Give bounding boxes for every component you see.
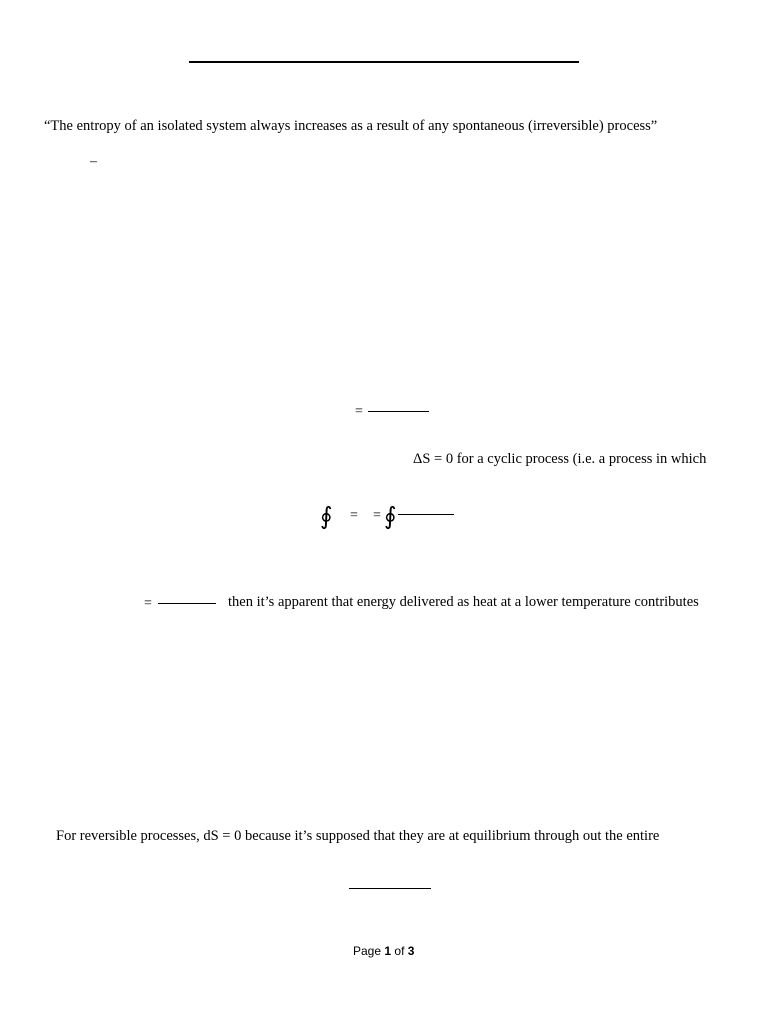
bottom-fraction-bar <box>349 888 431 889</box>
page-number: 1 <box>384 944 392 958</box>
page-label: Page <box>353 944 382 958</box>
equation-1-fraction-bar <box>368 411 429 412</box>
equation-2-fraction-bar <box>398 514 454 515</box>
page-indicator <box>353 944 414 958</box>
equation-3-fraction-bar <box>158 603 216 604</box>
equation-1-equals: = <box>355 404 363 419</box>
total-pages: 3 <box>407 944 415 958</box>
reversible-process-text: For reversible processes, dS = 0 because it’s supposed that they are at equilibrium through out the entire <box>56 828 660 844</box>
heat-temperature-text: then it’s apparent that energy delivered as heat at a lower temperature contributes <box>228 594 699 610</box>
title-underline <box>189 61 579 63</box>
equation-2-equals-a: = <box>350 508 358 523</box>
cyclic-process-text: ΔS = 0 for a cyclic process (i.e. a process in which <box>413 451 707 467</box>
contour-integral-1: ∮ <box>320 502 333 530</box>
equation-2-equals-b: = <box>373 508 381 523</box>
dash-mark: – <box>90 154 97 169</box>
entropy-quote: “The entropy of an isolated system always increases as a result of any spontaneous (irreversible) process” <box>44 118 658 134</box>
of-label: of <box>394 944 405 958</box>
equation-3-equals: = <box>144 596 152 611</box>
contour-integral-2: ∮ <box>384 502 397 530</box>
